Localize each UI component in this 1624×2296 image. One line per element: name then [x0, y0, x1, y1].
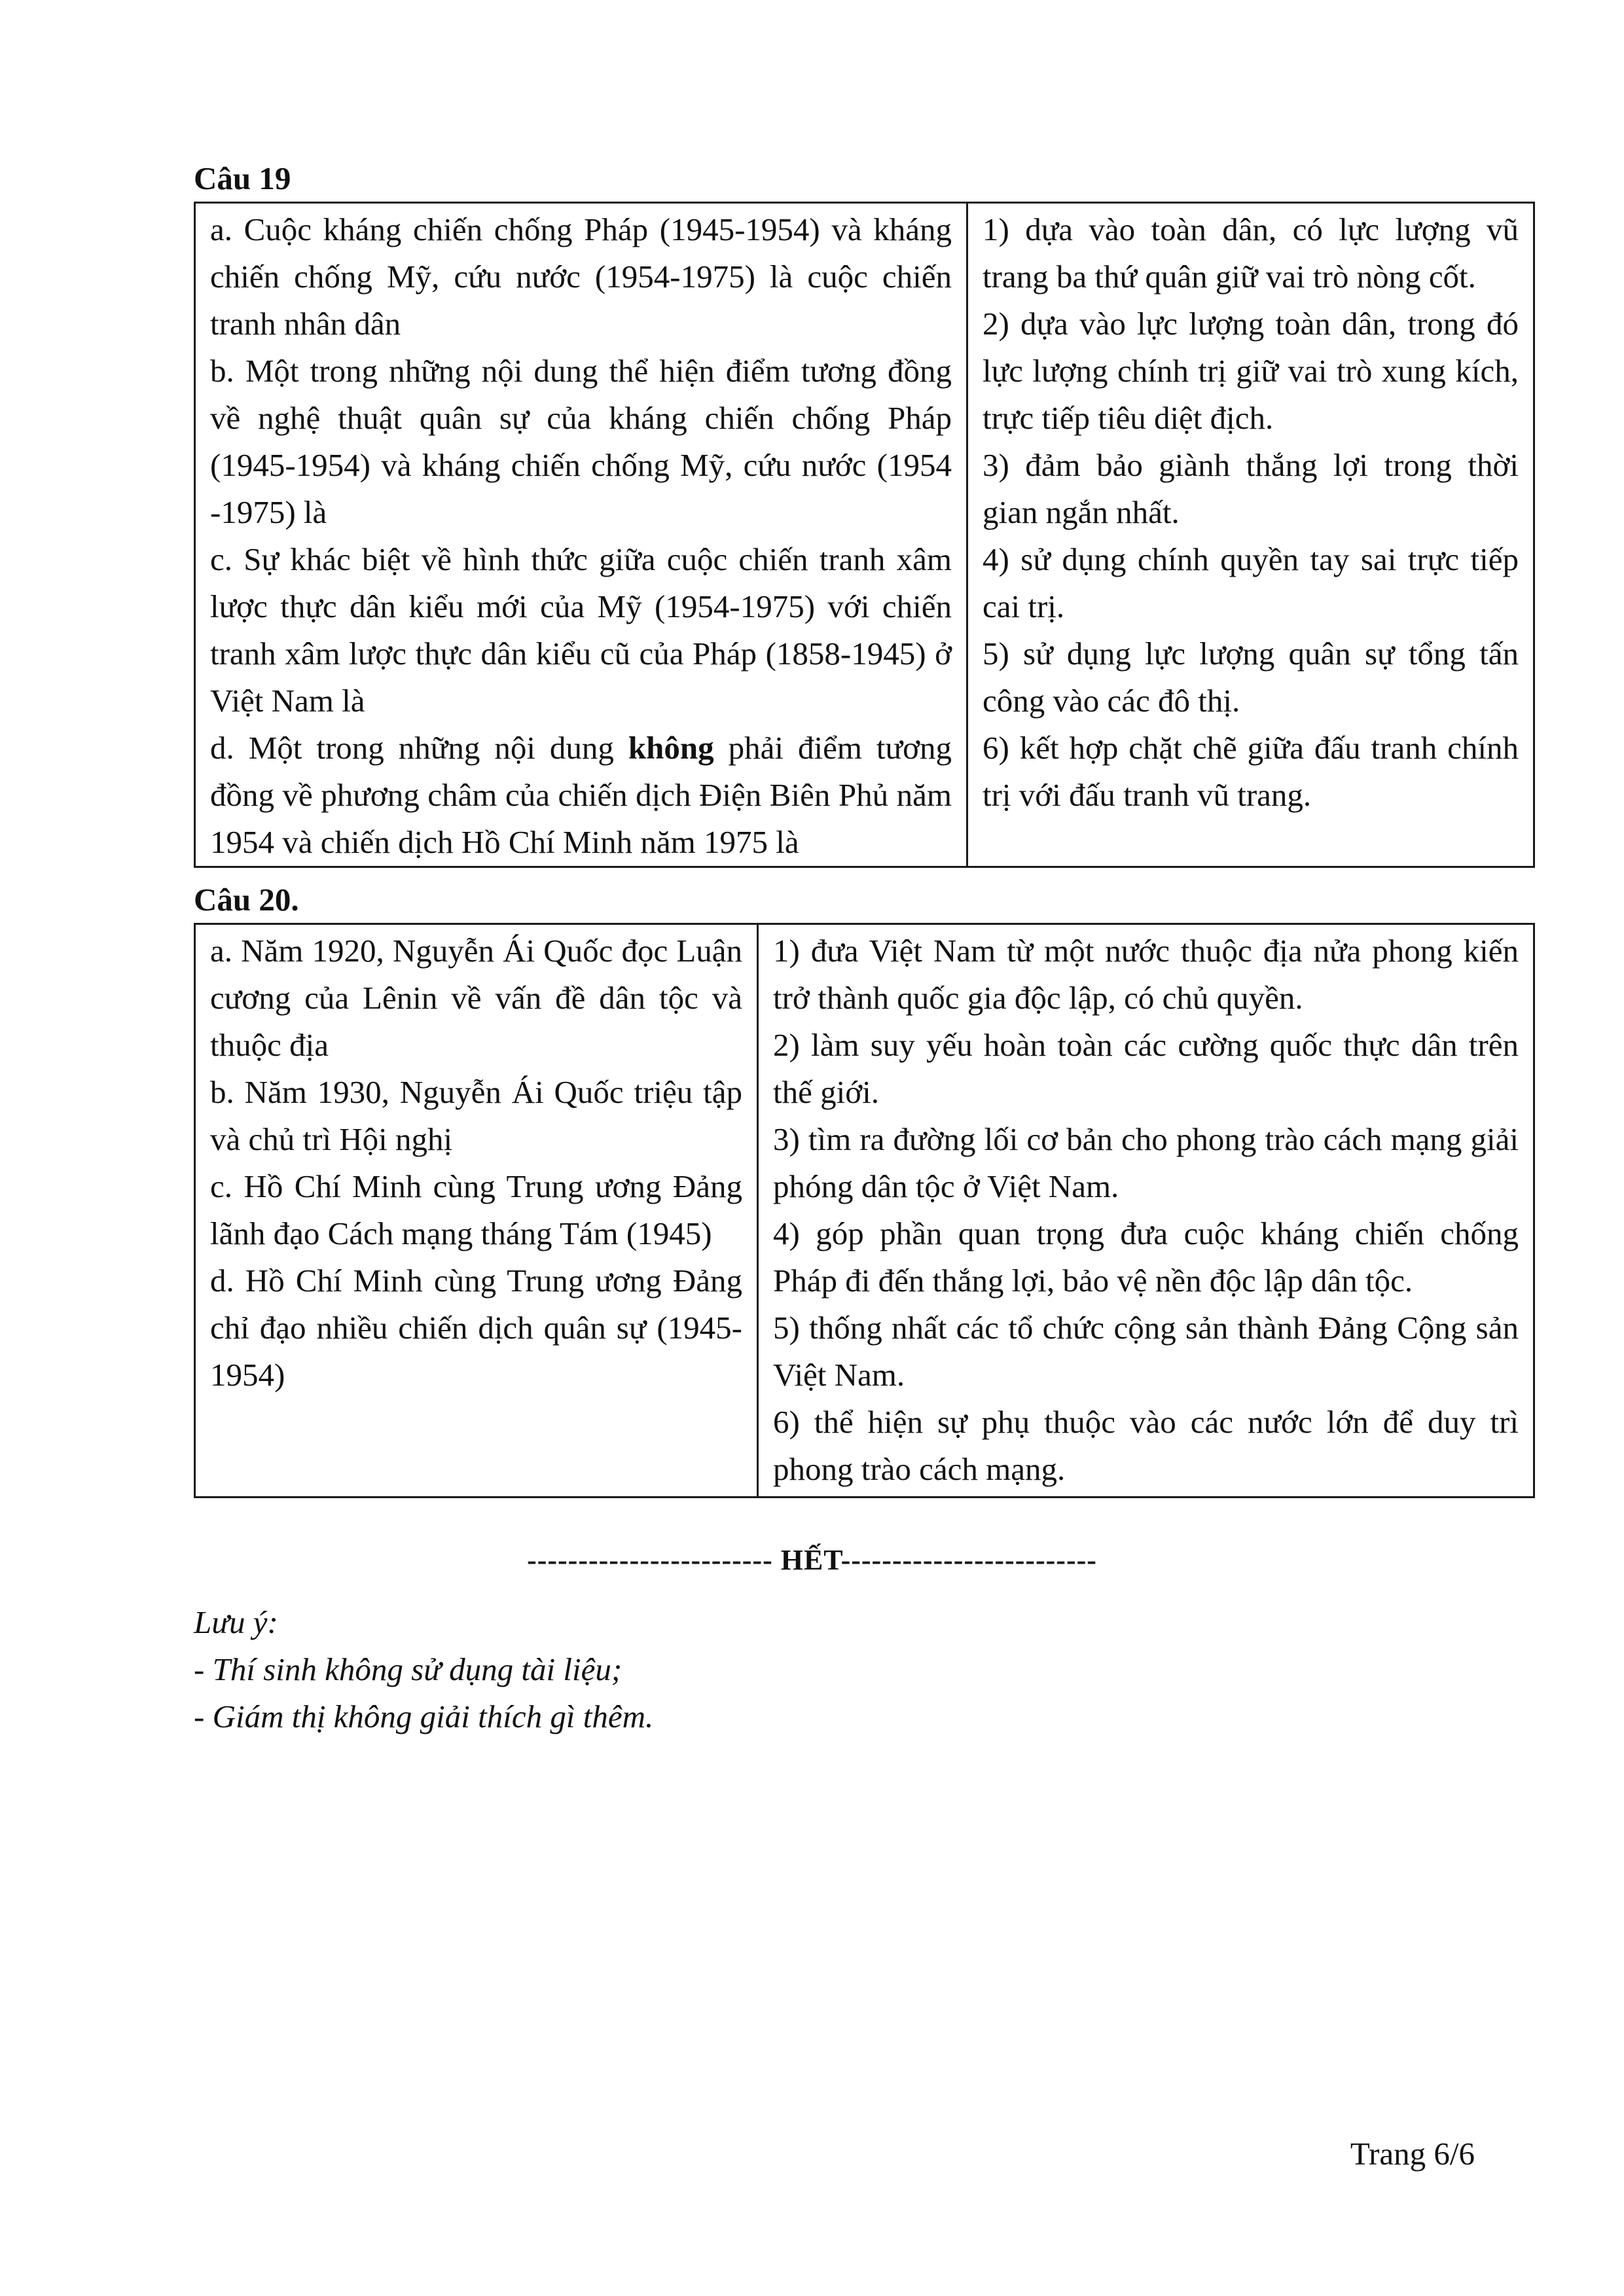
q19-option-6: 6) kết hợp chặt chẽ giữa đấu tranh chính trị với đấu tranh vũ trang.: [983, 730, 1519, 813]
q19-item-b: b. Một trong những nội dung thể hiện điểm tương đồng về nghệ thuật quân sự của kháng chiến chống Pháp (1945-1954) và kháng chiến chống Mỹ, cứu nước (1954 -1975) là: [210, 353, 952, 530]
q20-option-4: 4) góp phần quan trọng đưa cuộc kháng chiến chống Pháp đi đến thắng lợi, bảo vệ nền độc lập dân tộc.: [773, 1215, 1519, 1299]
q20-option-1: 1) đưa Việt Nam từ một nước thuộc địa nửa phong kiến trở thành quốc gia độc lập, có chủ quyền.: [773, 933, 1519, 1016]
note-title: Lưu ý:: [194, 1604, 278, 1640]
question-19-right-column: [967, 203, 1534, 867]
q20-option-6: 6) thể hiện sự phụ thuộc vào các nước lớn để duy trì phong trào cách mạng.: [773, 1404, 1519, 1487]
q19-option-1: 1) dựa vào toàn dân, có lực lượng vũ trang ba thứ quân giữ vai trò nòng cốt.: [983, 211, 1519, 295]
q20-item-c: c. Hồ Chí Minh cùng Trung ương Đảng lãnh đạo Cách mạng tháng Tám (1945): [210, 1168, 742, 1251]
question-19-table: [194, 202, 1535, 868]
q19-item-a: a. Cuộc kháng chiến chống Pháp (1945-1954) và kháng chiến chống Mỹ, cứu nước (1954-1975) là cuộc chiến tranh nhân dân: [210, 211, 952, 342]
note-line-2: - Giám thị không giải thích gì thêm.: [194, 1698, 654, 1734]
q19-option-4: 4) sử dụng chính quyền tay sai trực tiếp cai trị.: [983, 541, 1519, 624]
q20-item-d: d. Hồ Chí Minh cùng Trung ương Đảng chỉ đạo nhiều chiến dịch quân sự (1945-1954): [210, 1263, 742, 1393]
q19-option-2: 2) dựa vào lực lượng toàn dân, trong đó lực lượng chính trị giữ vai trò xung kích, trực tiếp tiêu diệt địch.: [983, 306, 1519, 436]
question-20-title: Câu 20.: [194, 882, 299, 918]
question-19-title: Câu 19: [194, 160, 291, 196]
q20-item-b: b. Năm 1930, Nguyễn Ái Quốc triệu tập và chủ trì Hội nghị: [210, 1074, 742, 1157]
question-20-table: [194, 923, 1535, 1498]
q19-option-3: 3) đảm bảo giành thắng lợi trong thời gian ngắn nhất.: [983, 447, 1519, 530]
question-19-left-column: [195, 203, 967, 867]
q19-item-d-emphasis: không: [628, 730, 714, 766]
end-of-exam-mark: ------------------------ HẾT-------------------------: [527, 1544, 1097, 1576]
question-20-left-column: [195, 924, 758, 1498]
q19-item-d: d. Một trong những nội dung không phải điểm tương đồng về phương châm của chiến dịch Điện Biên Phủ năm 1954 và chiến dịch Hồ Chí Minh năm 1975 là: [210, 730, 952, 860]
q20-item-a: a. Năm 1920, Nguyễn Ái Quốc đọc Luận cương của Lênin về vấn đề dân tộc và thuộc địa: [210, 933, 742, 1063]
q19-option-5: 5) sử dụng lực lượng quân sự tổng tấn công vào các đô thị.: [983, 636, 1519, 719]
note-line-1: - Thí sinh không sử dụng tài liệu;: [194, 1651, 623, 1687]
question-20-right-column: [758, 924, 1534, 1498]
q20-option-2: 2) làm suy yếu hoàn toàn các cường quốc thực dân trên thế giới.: [773, 1027, 1519, 1110]
q20-option-3: 3) tìm ra đường lối cơ bản cho phong trào cách mạng giải phóng dân tộc ở Việt Nam.: [773, 1121, 1519, 1204]
q20-option-5: 5) thống nhất các tổ chức cộng sản thành Đảng Cộng sản Việt Nam.: [773, 1310, 1519, 1393]
q19-item-c: c. Sự khác biệt về hình thức giữa cuộc chiến tranh xâm lược thực dân kiểu mới của Mỹ (1954-1975) với chiến tranh xâm lược thực dân kiểu cũ của Pháp (1858-1945) ở Việt Nam là: [210, 541, 952, 719]
page-number: Trang 6/6: [1350, 2136, 1475, 2172]
